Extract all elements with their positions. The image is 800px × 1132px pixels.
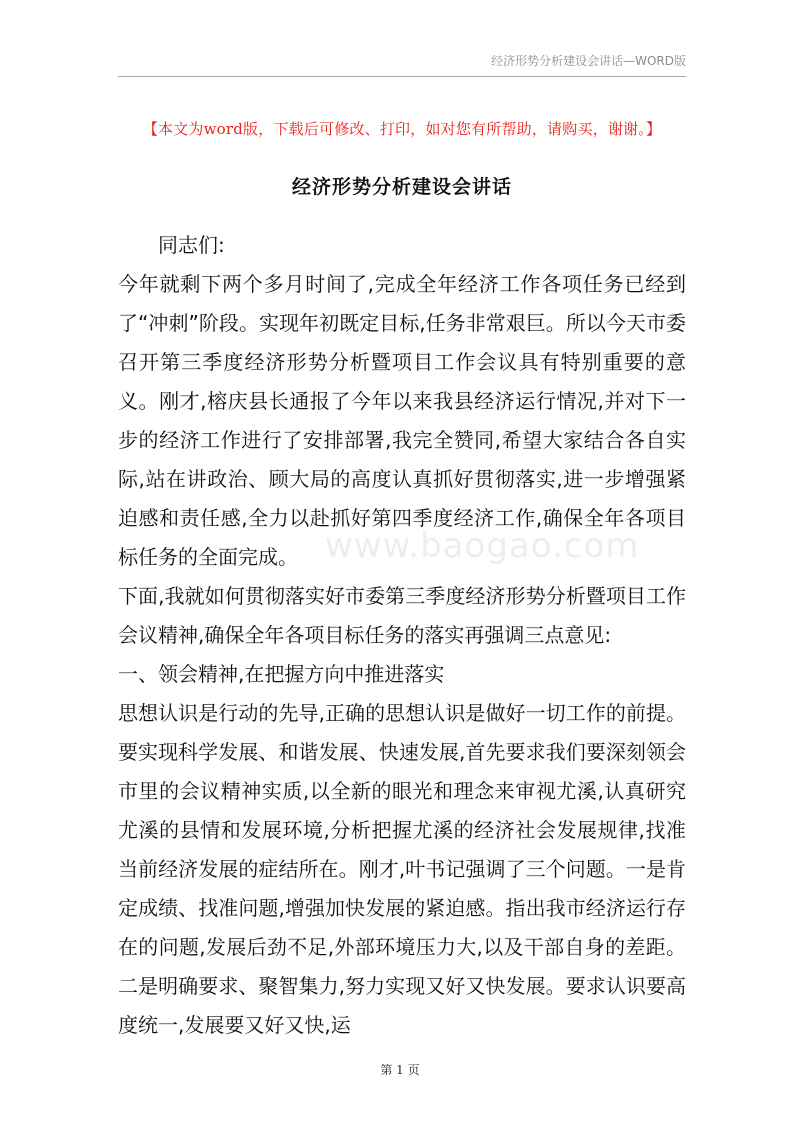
running-title: 经济形势分析建设会讲话—WORD版 (491, 54, 686, 68)
page-footer (0, 1061, 800, 1078)
running-header (118, 52, 686, 77)
salutation-paragraph: 同志们: (158, 233, 225, 257)
download-notice: 【本文为word版，下载后可修改、打印，如对您有所帮助，请购买，谢谢。】 (142, 120, 662, 138)
section-heading: 一、领会精神,在把握方向中推进落实 (118, 662, 445, 686)
body-paragraph: 下面,我就如何贯彻落实好市委第三季度经济形势分析暨项目工作会议精神,确保全年各项目标任务的落实再强调三点意见: (118, 584, 686, 647)
page-number: 第 1 页 (380, 1063, 420, 1077)
body-paragraph: 今年就剩下两个多月时间了,完成全年经济工作各项任务已经到了“冲刺”阶段。实现年初既定目标,任务非常艰巨。所以今天市委召开第三季度经济形势分析暨项目工作会议具有特别重要的意义。刚才,榕庆县长通报了今年以来我县经济运行情况,并对下一步的经济工作进行了安排部署,我完全赞同,希望大家结合各自实际,站在讲政治、顾大局的高度认真抓好贯彻落实,进一步增强紧迫感和责任感,全力以赴抓好第四季度经济工作,确保全年各项目标任务的全面完成。 (118, 272, 686, 569)
document-title: 经济形势分析建设会讲话 (291, 176, 512, 198)
document-body (118, 226, 686, 1045)
watermark: www.baogao.com (325, 526, 640, 566)
body-paragraph: 思想认识是行动的先导,正确的思想认识是做好一切工作的前提。要实现科学发展、和谐发展、快速发展,首先要求我们要深刻领会市里的会议精神实质,以全新的眼光和理念来审视尤溪,认真研究尤溪的县情和发展环境,分析把握尤溪的经济社会发展规律,找准当前经济发展的症结所在。刚才,叶书记强调了三个问题。一是肯定成绩、找准问题,增强加快发展的紧迫感。指出我市经济运行存在的问题,发展后劲不足,外部环境压力大,以及干部自身的差距。二是明确要求、聚智集力,努力实现又好又快发展。要求认识要高度统一,发展要又好又快,运 (118, 701, 686, 1037)
